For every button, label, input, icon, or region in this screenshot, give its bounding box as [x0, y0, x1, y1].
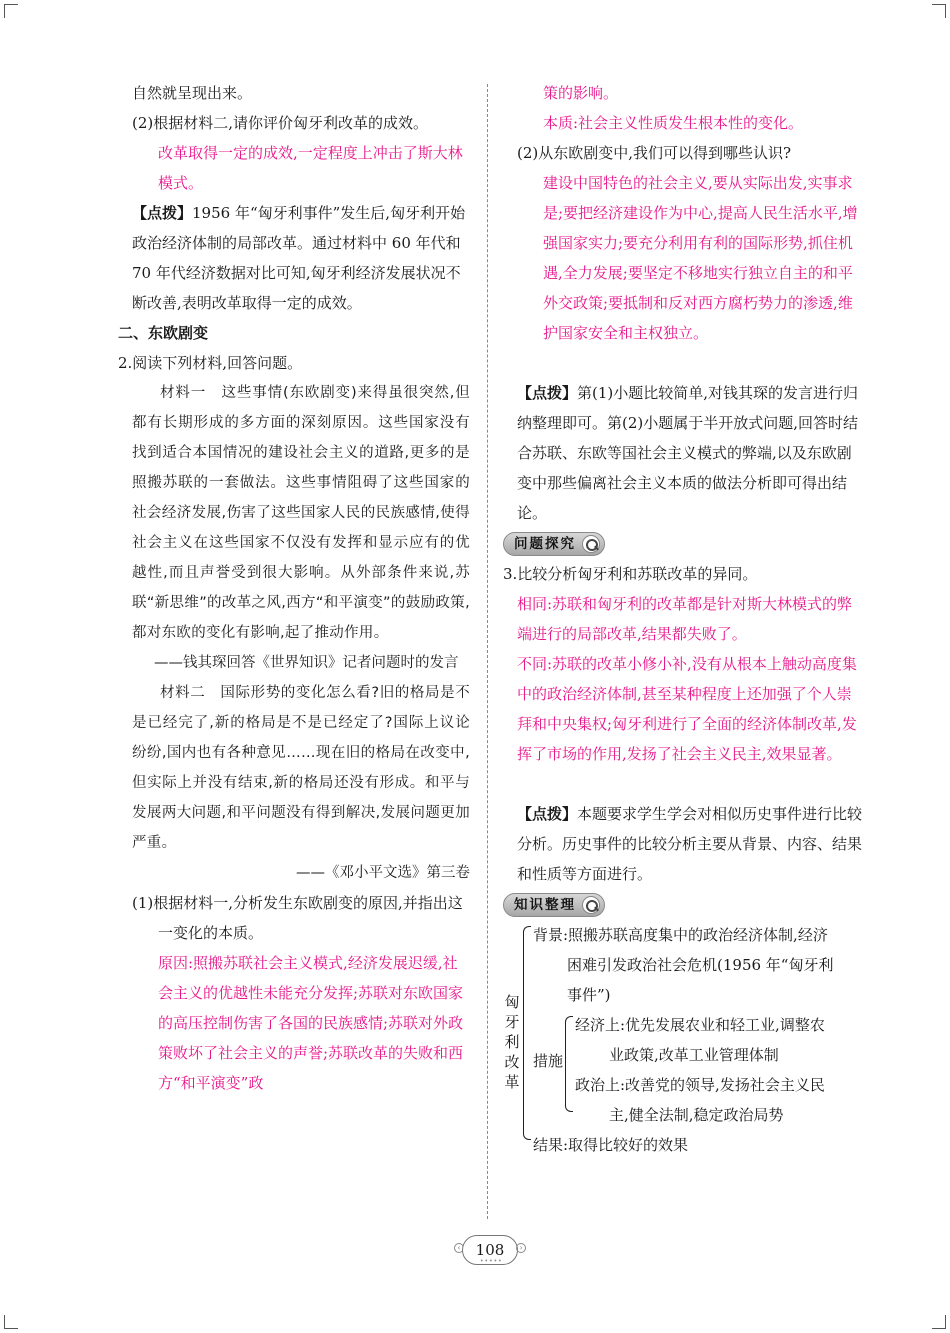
tree-text: 经济上:优先发展农业和轻工业,调整农	[575, 1016, 825, 1034]
right-column	[503, 78, 863, 1154]
tree-text: 政治上:改善党的领导,发扬社会主义民	[575, 1076, 825, 1094]
badge-label: 问题探究	[514, 536, 576, 552]
crop-mark	[932, 4, 946, 18]
text-line: 自然就呈现出来。	[132, 84, 253, 102]
tree-root: 匈牙利改革	[504, 993, 520, 1091]
tip-text: 第(1)小题比较简单,对钱其琛的发言进行归纳整理即可。第(2)小题属于半开放式问题,回答时结合苏联、东欧等国社会主义模式的弊端,以及东欧剧变中那些偏离社会主义本质的做法分析即可得出结论。	[517, 384, 859, 522]
inquiry-badge	[503, 532, 605, 556]
tip-label: 【点拨】	[517, 805, 578, 823]
crop-mark	[4, 1315, 18, 1329]
tip-text: 1956 年“匈牙利事件”发生后,匈牙利开始政治经济体制的局部改革。通过材料中 60 年代和 70 年代经济数据对比可知,匈牙利经济发展状况不断改善,表明改革取得一定的成效。	[132, 204, 466, 312]
tip-paragraph	[118, 198, 470, 318]
magnifier-icon	[582, 896, 600, 914]
tree-economic	[575, 1010, 865, 1070]
answer-2-1: 原因:照搬苏联社会主义模式,经济发展迟缓,社会主义的优越性未能充分发挥;苏联对东欧国家的高压控制伤害了各国的民族感情;苏联对外政策败坏了社会主义的声誉;苏联改革的失败和西方“和平演变”政	[158, 954, 464, 1092]
tree-text: 业政策,改革工业管理体制	[609, 1046, 779, 1064]
page-number-text: 108	[462, 1235, 518, 1265]
left-column	[118, 78, 470, 1098]
question-2-2: (2)从东欧剧变中,我们可以得到哪些认识?	[517, 144, 792, 162]
tip-paragraph	[503, 799, 863, 889]
magnifier-icon	[582, 535, 600, 553]
crop-mark	[932, 1315, 946, 1329]
crop-mark	[4, 4, 18, 18]
tip-paragraph	[503, 378, 863, 528]
material-two	[118, 678, 470, 858]
page-number	[454, 1233, 526, 1267]
answer-text: 改革取得一定的成效,一定程度上冲击了斯大林模式。	[158, 144, 463, 192]
tip-text: 本题要求学生学会对相似历史事件进行比较分析。历史事件的比较分析主要从背景、内容、结果和性质等方面进行。	[517, 805, 863, 883]
tip-label: 【点拨】	[517, 384, 578, 402]
question-3: 3.比较分析匈牙利和苏联改革的异同。	[503, 565, 758, 583]
brace	[523, 926, 531, 1140]
tree-result: 结果:取得比较好的效果	[533, 1136, 689, 1154]
badge-label: 知识整理	[514, 897, 576, 913]
question-2-2-prev: (2)根据材料二,请你评价匈牙利改革的成效。	[132, 114, 429, 132]
knowledge-tree	[503, 920, 863, 1154]
material-two-source: ——《邓小平文选》第三卷	[296, 865, 470, 881]
chevron-left-icon: ‹	[454, 1243, 464, 1253]
answer-3-diff: 不同:苏联的改革小修小补,没有从根本上触动高度集中的政治经济体制,甚至某种程度上还加强了个人崇拜和中央集权;匈牙利进行了全面的经济体制改革,发挥了市场的作用,发扬了社会主义民主,效果显著。	[517, 655, 857, 763]
tree-text: 困难引发政治社会危机(1956 年“匈牙利	[567, 956, 834, 974]
tip-label: 【点拨】	[132, 204, 193, 222]
answer-2-1-continued: 策的影响。	[543, 84, 619, 102]
material-two-text: 材料二 国际形势的变化怎么看?旧的格局是不是已经完了,新的格局是不是已经定了?国际上议论纷纷,国内也有各种意见……现在旧的格局在改变中,但实际上并没有结束,新的格局还没有形成。和平与发展两大问题,和平问题没有得到解决,发展问题更加严重。	[132, 685, 470, 851]
material-one	[118, 378, 470, 648]
tree-political	[575, 1070, 865, 1130]
section-heading: 二、东欧剧变	[118, 324, 209, 342]
material-one-source: ——钱其琛回答《世界知识》记者问题时的发言	[154, 655, 459, 671]
tree-text: 背景:照搬苏联高度集中的政治经济体制,经济	[533, 926, 828, 944]
column-divider	[487, 84, 488, 1219]
question-2: 2.阅读下列材料,回答问题。	[118, 354, 303, 372]
material-one-text: 材料一 这些事情(东欧剧变)来得虽很突然,但都有长期形成的多方面的深刻原因。这些国家没有找到适合本国情况的建设社会主义的道路,更多的是照搬苏联的一套做法。这些事情阻碍了这些国家的社会经济发展,伤害了这些国家人民的民族感情,使得社会主义在这些国家不仅没有发挥和显示应有的优越性,而且声誉受到很大影响。从外部条件来说,苏联“新思维”的改革之风,西方“和平演变”的鼓励政策,都对东欧的变化有影响,起了推动作用。	[132, 385, 470, 641]
tree-measures-label: 措施	[533, 1052, 564, 1070]
tree-text: 主,健全法制,稳定政治局势	[609, 1106, 784, 1124]
answer-3-same: 相同:苏联和匈牙利的改革都是针对斯大林模式的弊端进行的局部改革,结果都失败了。	[517, 595, 853, 643]
brace	[565, 1016, 573, 1112]
chevron-right-icon: ›	[516, 1243, 526, 1253]
dots-decoration: •••••	[480, 1258, 503, 1265]
tree-background	[533, 920, 863, 1010]
knowledge-badge	[503, 893, 605, 917]
tree-text: 事件”)	[567, 986, 611, 1004]
answer-2-2: 建设中国特色的社会主义,要从实际出发,实事求是;要把经济建设作为中心,提高人民生活水平,增强国家实力;要充分利用有利的国际形势,抓住机遇,全力发展;要坚定不移地实行独立自主的和平外交政策;要抵制和反对西方腐朽势力的渗透,维护国家安全和主权独立。	[543, 174, 858, 342]
answer-2-1-essence: 本质:社会主义性质发生根本性的变化。	[543, 114, 804, 132]
question-2-1: (1)根据材料一,分析发生东欧剧变的原因,并指出这一变化的本质。	[132, 894, 463, 942]
